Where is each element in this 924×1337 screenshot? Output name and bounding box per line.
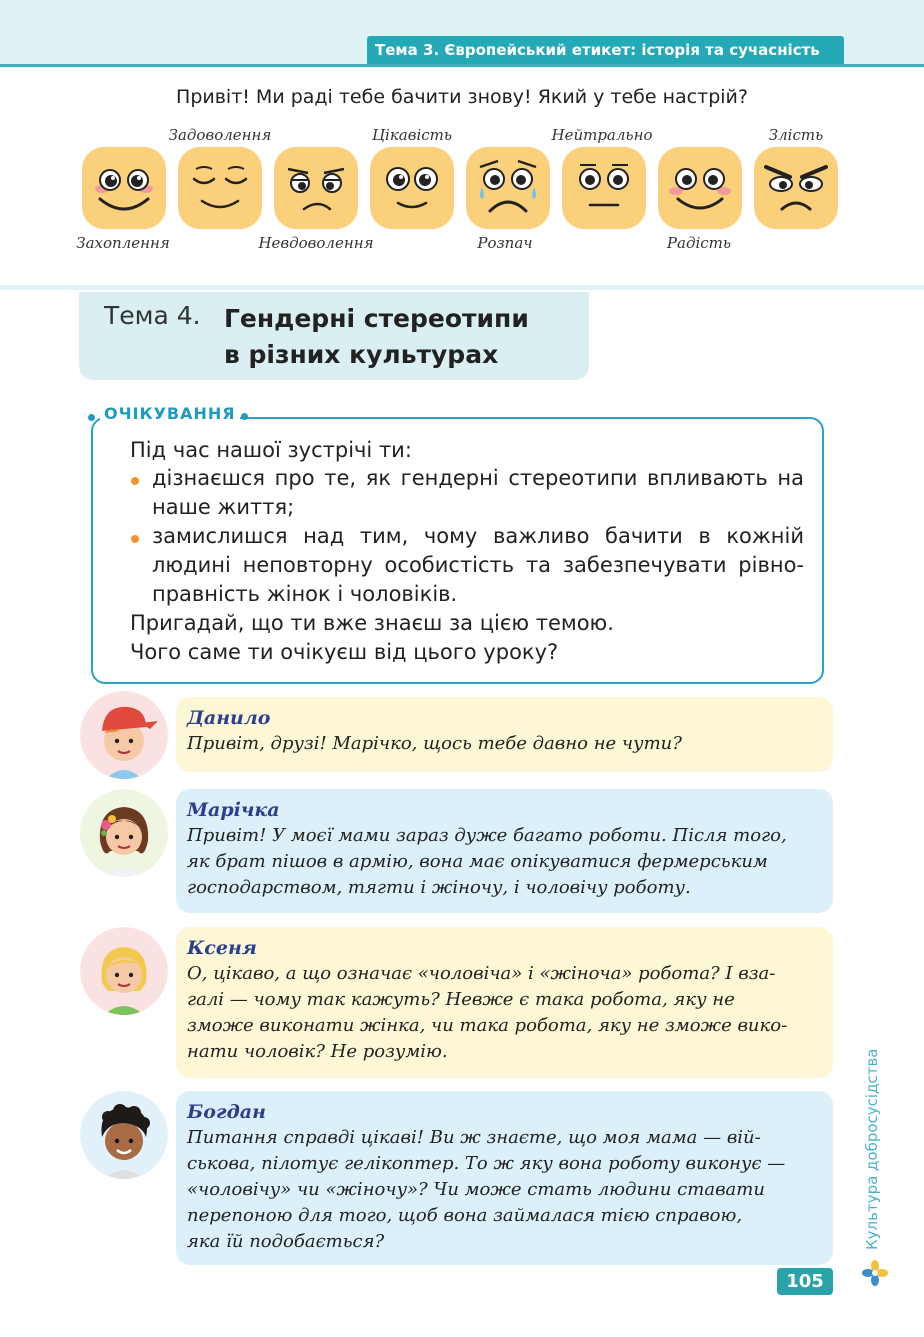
book-side-title: Культура добросусідства <box>863 1048 881 1250</box>
speaker-name: Богдан <box>187 1101 266 1123</box>
joy-face-icon[interactable] <box>658 147 742 229</box>
speech-line: Привіт! У моєї мами зараз дуже багато роботи. Після того, <box>187 825 787 846</box>
speech-line: Питання справді цікаві! Ви ж знаєте, що моя мама — вій- <box>187 1127 761 1148</box>
flower-icon <box>862 1260 888 1286</box>
displeasure-face-icon[interactable] <box>274 147 358 229</box>
neutral-face-icon[interactable] <box>562 147 646 229</box>
anger-face-icon[interactable] <box>754 147 838 229</box>
topic-title <box>224 301 529 373</box>
speech-line: О, цікаво, а що означає «чоловіча» і «жіноча» робота? І вза- <box>187 963 776 984</box>
emotion-label-anger: Злість <box>768 126 824 144</box>
topic-title-line2: в різних культурах <box>224 340 499 369</box>
speech-line: яка їй подобається? <box>187 1231 385 1252</box>
speech-line: Привіт, друзі! Марічко, щось тебе давно не чути? <box>187 733 682 754</box>
speech-line: нати чоловік? Не розумію. <box>187 1041 448 1062</box>
emotion-label-curiosity: Цікавість <box>371 126 453 144</box>
ksenia-speech-bubble <box>176 927 833 1078</box>
bullet2-line3: правність жінок і чоловіків. <box>152 582 458 606</box>
mood-greeting: Привіт! Ми раді тебе бачити знову! Який у тебе настрій? <box>176 86 748 108</box>
expectations-dot-left <box>88 414 95 421</box>
topic-number: Тема 4. <box>104 301 201 330</box>
bullet-marker <box>131 477 139 485</box>
bullet1-line1: дізнаєшся про те, як гендерні стереотипи впливають на <box>152 466 804 490</box>
bohdan-avatar <box>80 1091 168 1179</box>
bullet-marker <box>131 535 139 543</box>
speech-line: як брат пішов в армію, вона має опікуватися фермерським <box>187 851 768 872</box>
expectations-dot-right <box>241 413 248 420</box>
emotion-label-satisfaction: Задоволення <box>168 126 272 144</box>
speaker-name: Марічка <box>187 799 280 821</box>
emotion-label-delight: Захоплення <box>76 234 170 252</box>
emotion-label-joy: Радість <box>666 234 732 252</box>
speech-line: перепоною для того, щоб вона займалася тією справою, <box>187 1205 743 1226</box>
curiosity-face-icon[interactable] <box>370 147 454 229</box>
bullet2-line1: замислишся над тим, чому важливо бачити в кожній <box>152 524 804 548</box>
expectations-title: ОЧІКУВАННЯ <box>100 404 240 423</box>
danylo-speech-bubble <box>176 697 833 772</box>
emotion-label-despair: Розпач <box>477 234 533 252</box>
speech-line: ськова, пілотує гелікоптер. То ж яку вона роботу виконує — <box>187 1153 786 1174</box>
ksenia-avatar <box>80 927 168 1015</box>
marichka-speech-bubble <box>176 789 833 913</box>
speech-line: «чоловічу» чи «жіночу»? Чи може стать людини ставати <box>187 1179 765 1200</box>
bullet2-line2: людині неповторну особистість та забезпечувати рівно- <box>152 553 804 577</box>
page-number: 105 <box>777 1268 833 1295</box>
satisfaction-face-icon[interactable] <box>178 147 262 229</box>
delight-face-icon[interactable] <box>82 147 166 229</box>
expectations-outro1: Пригадай, що ти вже знаєш за цією темою. <box>130 611 614 635</box>
speaker-name: Ксеня <box>187 937 257 959</box>
despair-face-icon[interactable] <box>466 147 550 229</box>
bohdan-speech-bubble <box>176 1091 833 1265</box>
speaker-name: Данило <box>187 707 271 729</box>
speech-line: галі — чому так кажуть? Невже є така робота, яку не <box>187 989 735 1010</box>
header-rule <box>0 64 924 67</box>
bullet1-line2: наше життя; <box>152 495 295 519</box>
marichka-avatar <box>80 789 168 877</box>
speech-line: зможе виконати жінка, чи така робота, яку не зможе вико- <box>187 1015 788 1036</box>
emotion-label-neutral: Нейтрально <box>551 126 653 144</box>
theme-tag: Тема 3. Європейський етикет: історія та сучасність <box>367 36 844 64</box>
expectations-intro: Під час нашої зустрічі ти: <box>130 438 412 462</box>
expectations-outro2: Чого саме ти очікуєш від цього уроку? <box>130 640 559 664</box>
topic-title-line1: Гендерні стереотипи <box>224 304 529 333</box>
emotion-label-displeasure: Невдоволення <box>258 234 374 252</box>
speech-line: господарством, тягти і жіночу, і чоловічу роботу. <box>187 877 691 898</box>
danylo-avatar <box>80 691 168 779</box>
